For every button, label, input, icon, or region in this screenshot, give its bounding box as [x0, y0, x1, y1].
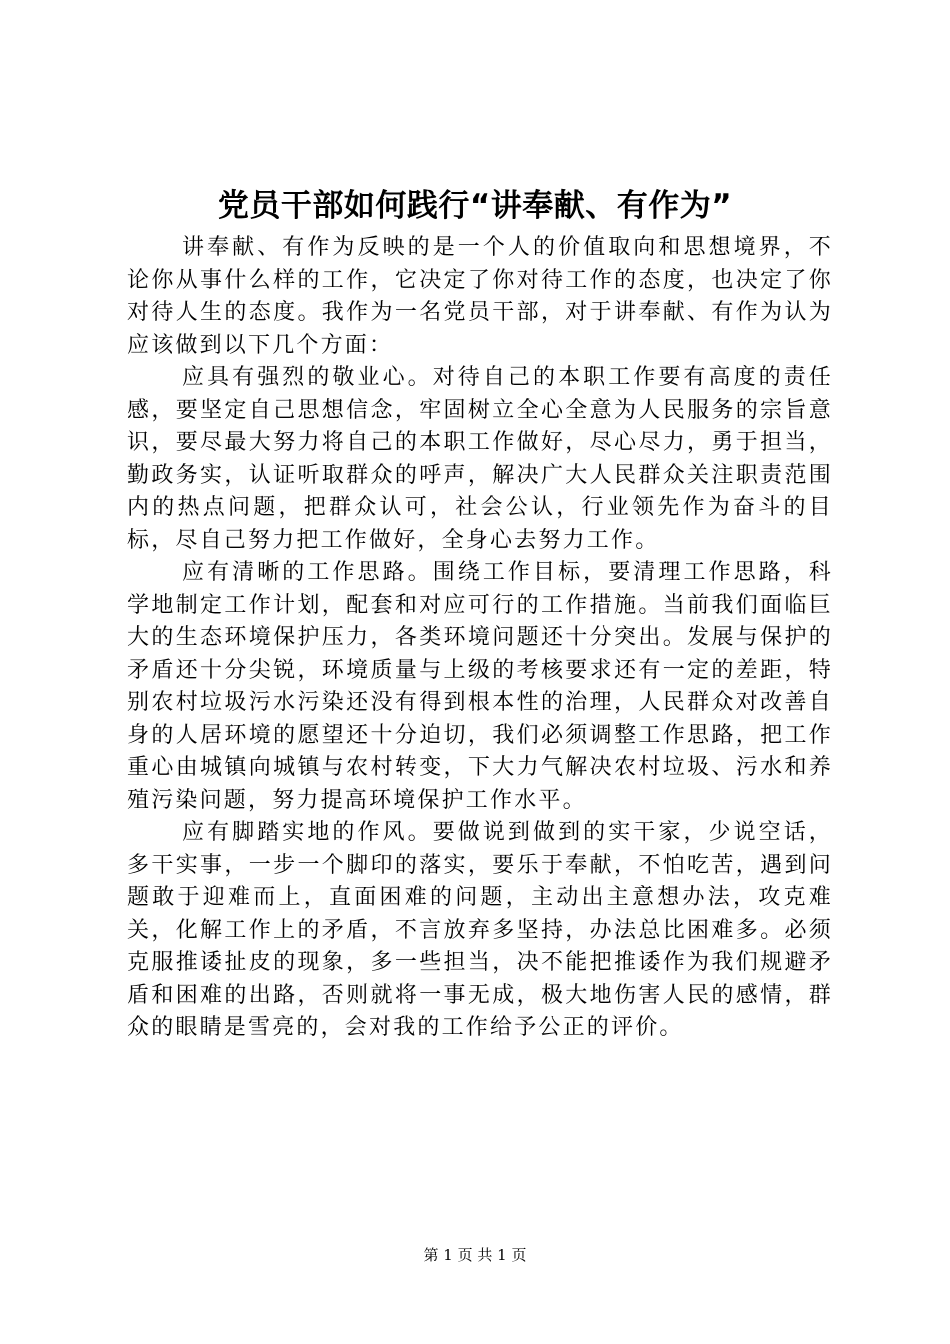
- document-title: 党员干部如何践行“讲奉献、有作为”: [217, 188, 733, 224]
- page-footer: 第 1 页 共 1 页: [423, 1246, 527, 1264]
- paragraph-dedication: 应具有强烈的敬业心。对待自己的本职工作要有高度的责任感，要坚定自己思想信念，牢固树立全心全意为人民服务的宗旨意识，要尽最大努力将自己的本职工作做好，尽心尽力，勇于担当，勤政务实，认证听取群众的呼声，解决广大人民群众关注职责范围内的热点问题，把群众认可，社会公认，行业领先作为奋斗的目标，尽自己努力把工作做好，全身心去努力工作。: [127, 365, 833, 553]
- paragraph-practical-style: 应有脚踏实地的作风。要做说到做到的实干家，少说空话，多干实事，一步一个脚印的落实，要乐于奉献，不怕吃苦，遇到问题敢于迎难而上，直面困难的问题，主动出主意想办法，攻克难关，化解工作上的矛盾，不言放弃多坚持，办法总比困难多。必须克服推诿扯皮的现象，多一些担当，决不能把推诿作为我们规避矛盾和困难的出路，否则就将一事无成，极大地伤害人民的感情，群众的眼睛是雪亮的，会对我的工作给予公正的评价。: [127, 820, 833, 1040]
- document-body: [127, 232, 833, 1045]
- paragraph-work-approach: 应有清晰的工作思路。围绕工作目标，要清理工作思路，科学地制定工作计划，配套和对应可行的工作措施。当前我们面临巨大的生态环境保护压力，各类环境问题还十分突出。发展与保护的矛盾还十分尖锐，环境质量与上级的考核要求还有一定的差距，特别农村垃圾污水污染还没有得到根本性的治理，人民群众对改善自身的人居环境的愿望还十分迫切，我们必须调整工作思路，把工作重心由城镇向城镇与农村转变，下大力气解决农村垃圾、污水和养殖污染问题，努力提高环境保护工作水平。: [127, 560, 833, 813]
- paragraph-intro: 讲奉献、有作为反映的是一个人的价值取向和思想境界，不论你从事什么样的工作，它决定了你对待工作的态度，也决定了你对待人生的态度。我作为一名党员干部，对于讲奉献、有作为认为应该做到以下几个方面：: [127, 235, 833, 358]
